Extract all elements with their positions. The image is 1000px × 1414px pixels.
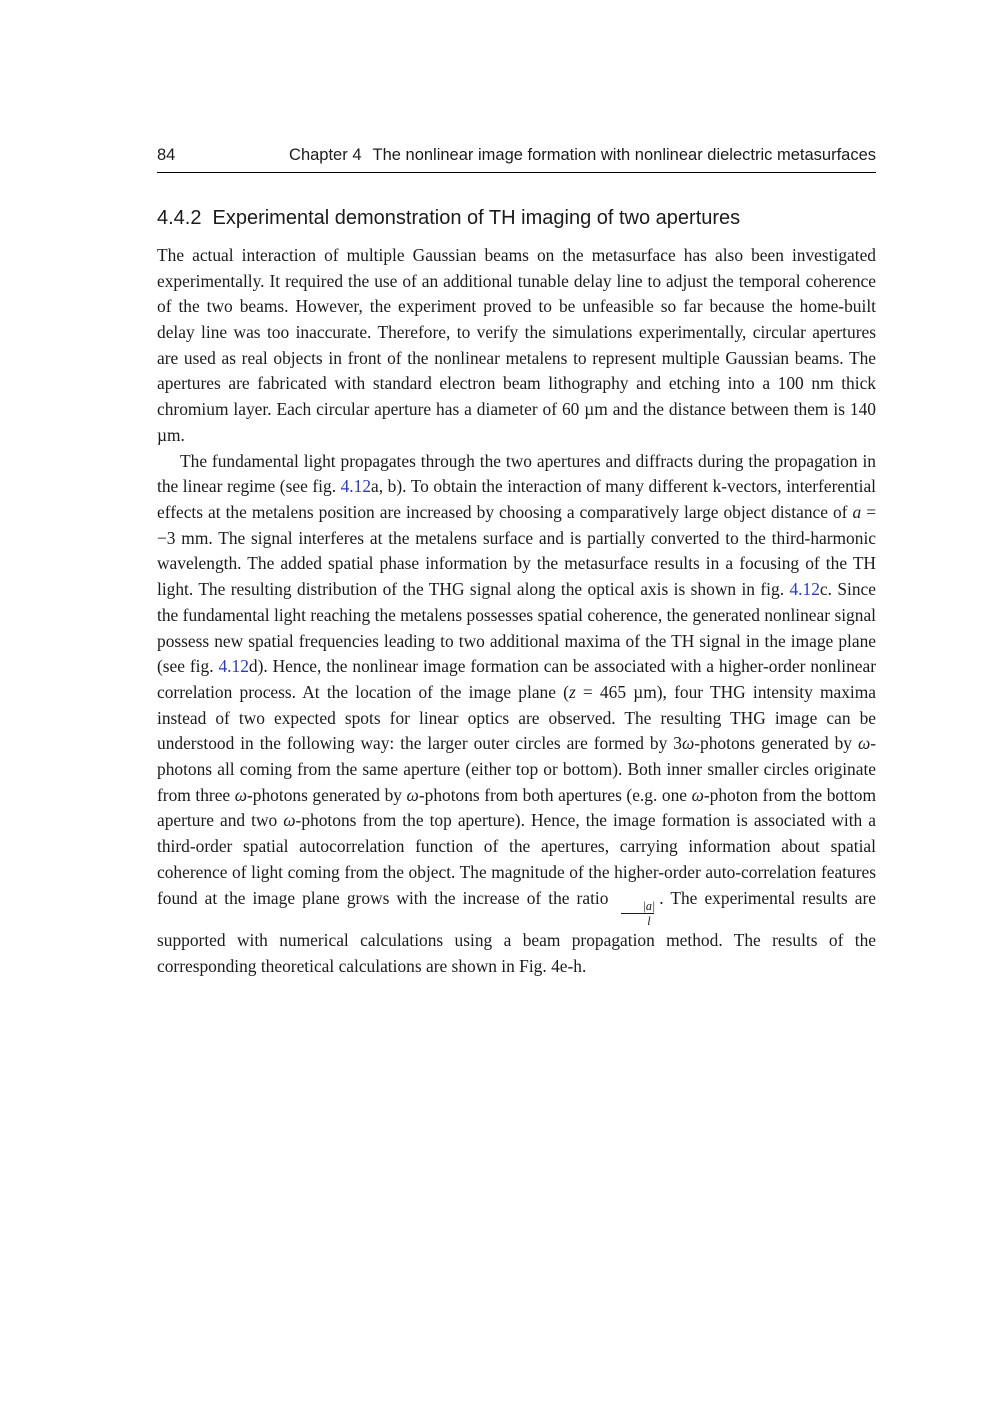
page-number: 84 [157, 146, 176, 164]
text-run: The actual interaction of multiple Gaussian beams on the metasurface has also been investigated experimentally. It required the use of an additional tunable delay line to adjust the temporal coherence of the two beams. However, the experiment proved to be unfeasible so far because the home-built delay line was too inaccurate. Therefore, to verify the simulations experimentally, circular apertures are used as real objects in front of the nonlinear metalens to represent multiple Gaussian beams. The apertures are fabricated with standard electron beam lithography and etching into a 100 nm thick chromium layer. Each circular aperture has a diameter of 60 µm and the distance between them is 140 µm. [157, 244, 876, 445]
figure-reference-link[interactable]: 4.12 [218, 656, 249, 677]
text-run: -photons all coming from the same aperture (either top or bottom). Both inner smaller circles originate from three [157, 733, 877, 805]
body-text [157, 243, 876, 980]
text-run: The fundamental light propagates through the two apertures and diffracts during the propagation in the linear regime (see fig. [157, 450, 876, 497]
inline-fraction: $\frac{|a|}{l}$ [618, 900, 658, 929]
section-heading [157, 206, 876, 230]
text-block [157, 146, 876, 980]
text-run: -photon from the bottom aperture and two [157, 784, 876, 831]
figure-reference-link[interactable]: 4.12 [340, 476, 372, 497]
text-run: -photons from the top aperture). Hence, the image formation is associated with a third-order spatial autocorrelation function of the apertures, carrying information about spatial coherence of light coming from the object. The magnitude of the higher-order auto-correlation features found at the image plane grows with the increase of the ratio [157, 810, 876, 908]
text-run: ω [681, 733, 695, 754]
paragraph [157, 449, 876, 980]
text-run: z [568, 681, 576, 702]
chapter-label: Chapter 4 [289, 146, 362, 164]
text-run: a, b). To obtain the interaction of many different k-vectors, interferential effects at the metalens position are increased by choosing a comparatively large object distance of [157, 476, 876, 522]
text-run: -photons generated by [694, 733, 858, 754]
text-run: c. Since the fundamental light reaching the metalens possesses spatial coherence, the generated nonlinear signal possess new spatial frequencies leading to two additional maxima of the TH signal in the image plane (see fig. [157, 579, 876, 677]
text-run: -photons generated by [246, 784, 407, 805]
text-run: a [852, 502, 862, 522]
text-run: ω [283, 810, 296, 831]
text-run: ω [234, 784, 247, 805]
text-run: ω [406, 784, 419, 805]
text-run: . The experimental results are supported with numerical calculations using a beam propagation method. The results of the corresponding theoretical calculations are shown in Fig. 4e-h. [157, 887, 876, 976]
section-title: Experimental demonstration of TH imaging of two apertures [212, 206, 741, 229]
text-run: d). Hence, the nonlinear image formation can be associated with a higher-order nonlinear correlation process. At the location of the image plane ( [157, 656, 877, 702]
chapter-title: The nonlinear image formation with nonlinear dielectric metasurfaces [372, 146, 876, 164]
running-head-title [289, 146, 876, 165]
text-run: = 465 µm), four THG intensity maxima instead of two expected spots for linear optics are observed. The resulting THG image can be understood in the following way: the larger outer circles are formed by 3 [157, 681, 876, 754]
figure-reference-link[interactable]: 4.12 [789, 579, 820, 600]
section-number: 4.4.2 [157, 206, 202, 229]
running-head [157, 146, 876, 173]
text-run: -photons from both apertures (e.g. one [418, 784, 692, 805]
text-run: ω [691, 784, 704, 805]
text-run: ω [857, 733, 871, 754]
text-run: = −3 mm. The signal interferes at the metalens surface and is partially converted to the third-harmonic wavelength. The added spatial phase information by the metasurface results in a focusing of the TH light. The resulting distribution of the THG signal along the optical axis is shown in fig. [157, 502, 877, 600]
paragraph [157, 243, 876, 449]
